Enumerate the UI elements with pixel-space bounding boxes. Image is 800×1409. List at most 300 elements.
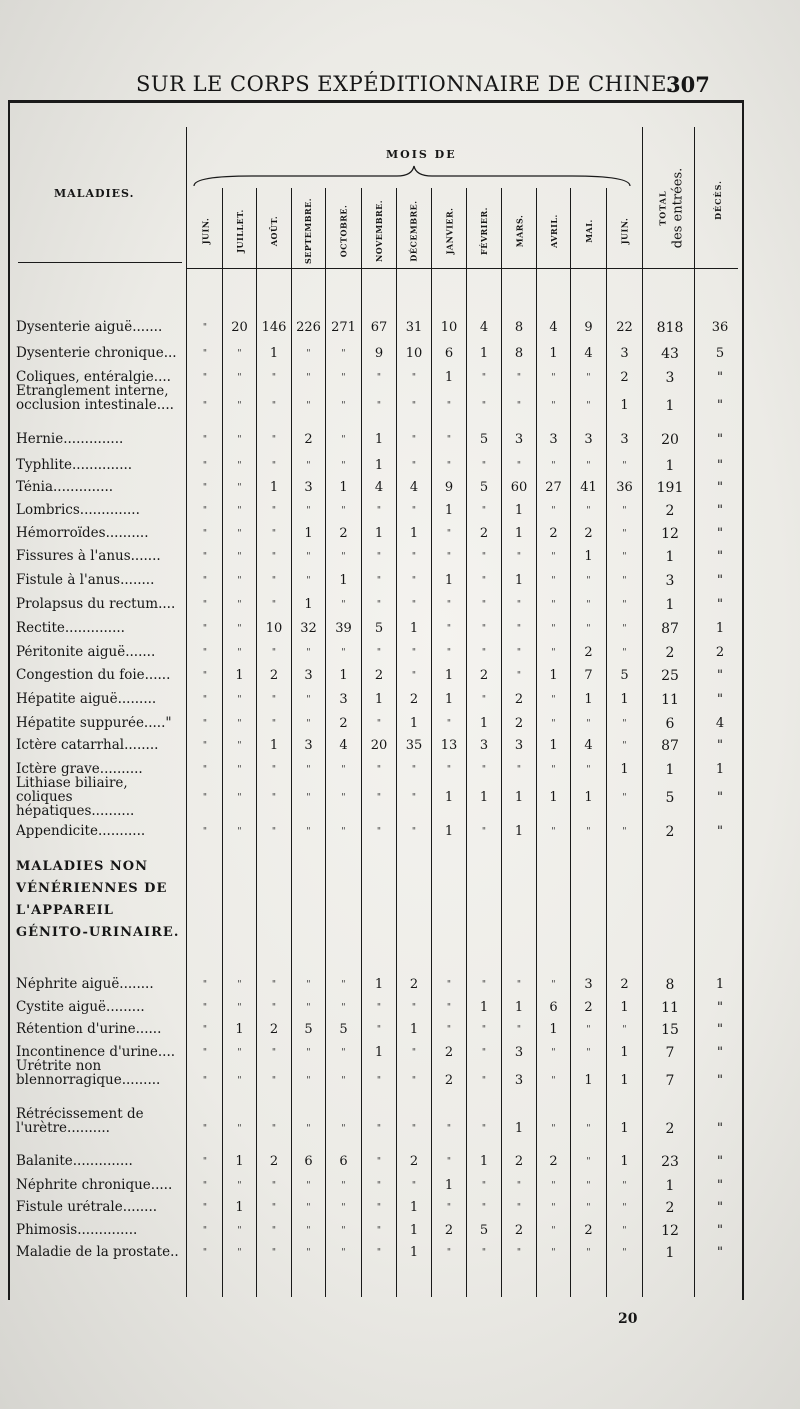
month-count-cell: " — [306, 1203, 311, 1213]
disease-label: Péritonite aiguë....... — [16, 645, 156, 660]
month-count-cell: 1 — [479, 716, 489, 731]
deaths-cell: " — [717, 1223, 723, 1238]
month-count-cell: " — [446, 1248, 452, 1258]
month-count-cell: " — [271, 1076, 277, 1086]
month-header — [607, 195, 642, 267]
month-count-cell: 3 — [514, 1073, 524, 1088]
month-count-cell: " — [622, 552, 627, 562]
month-count-cell: " — [341, 600, 346, 610]
month-count-cell: " — [306, 793, 311, 803]
column-rule — [642, 127, 643, 1297]
month-header-label: JANVIER. — [444, 207, 455, 255]
month-count-cell: " — [202, 1226, 208, 1236]
month-count-cell: " — [446, 600, 452, 610]
month-count-cell: " — [481, 373, 487, 383]
disease-label: Néphrite chronique..... — [16, 1178, 173, 1193]
month-count-cell: 1 — [444, 573, 454, 588]
month-count-cell: 8 — [514, 346, 524, 361]
month-count-cell: " — [411, 1076, 417, 1086]
month-count-cell: " — [586, 719, 591, 729]
month-count-cell: " — [376, 793, 382, 803]
month-count-cell: 2 — [479, 526, 489, 541]
month-count-cell: " — [271, 1124, 277, 1134]
disease-label: Hémorroïdes.......... — [16, 526, 149, 541]
month-count-cell: " — [516, 373, 522, 383]
month-count-cell: " — [202, 576, 208, 586]
month-count-cell: " — [341, 1124, 346, 1134]
month-count-cell: " — [622, 741, 627, 751]
month-count-cell: 3 — [304, 480, 313, 495]
month-count-cell: " — [306, 1076, 311, 1086]
month-count-cell: " — [411, 671, 417, 681]
month-count-cell: " — [481, 765, 487, 775]
month-count-cell: 2 — [444, 1223, 454, 1238]
month-count-cell: " — [516, 1248, 522, 1258]
month-count-cell: 2 — [409, 692, 419, 707]
total-entries-cell: 11 — [661, 692, 679, 708]
month-count-cell: " — [271, 576, 277, 586]
total-entries-cell: 87 — [661, 738, 679, 754]
month-count-cell: " — [586, 576, 591, 586]
month-count-cell: " — [237, 1048, 242, 1058]
month-count-cell: " — [306, 1003, 311, 1013]
month-count-cell: 1 — [235, 668, 244, 683]
month-count-cell: " — [586, 1203, 591, 1213]
month-count-cell: " — [516, 461, 522, 471]
month-count-cell: 10 — [265, 621, 283, 636]
disease-label: Néphrite aiguë........ — [16, 977, 154, 992]
month-count-cell: " — [446, 719, 452, 729]
month-count-cell: " — [271, 695, 277, 705]
month-count-cell: " — [237, 373, 242, 383]
month-count-cell: 22 — [616, 320, 633, 335]
month-count-cell: " — [446, 1025, 452, 1035]
month-count-cell: " — [341, 1203, 346, 1213]
month-count-cell: " — [376, 1124, 382, 1134]
month-count-cell: 1 — [584, 790, 593, 805]
month-count-cell: " — [306, 401, 311, 411]
month-count-cell: 36 — [616, 480, 633, 495]
month-count-cell: " — [481, 980, 487, 990]
month-count-cell: 2 — [514, 692, 524, 707]
disease-label: Dysenterie chronique... — [16, 346, 177, 361]
month-count-cell: 2 — [620, 370, 629, 385]
month-count-cell: 3 — [549, 432, 558, 447]
month-count-cell: " — [481, 600, 487, 610]
month-count-cell: 1 — [620, 1000, 629, 1015]
month-count-cell: " — [411, 435, 417, 445]
month-count-cell: " — [202, 1003, 208, 1013]
month-count-cell: " — [622, 1248, 627, 1258]
month-count-cell: 1 — [514, 1121, 524, 1136]
total-entries-cell: 6 — [665, 716, 675, 732]
month-count-cell: " — [306, 1124, 311, 1134]
month-count-cell: " — [237, 695, 242, 705]
month-count-cell: " — [271, 600, 277, 610]
month-count-cell: 226 — [296, 320, 321, 335]
deaths-cell: 5 — [715, 346, 725, 361]
month-count-cell: " — [341, 1181, 346, 1191]
deaths-cell: " — [717, 1200, 723, 1215]
month-count-cell: 1 — [339, 668, 348, 683]
month-count-cell: " — [516, 765, 522, 775]
month-count-cell: 4 — [374, 480, 384, 495]
month-count-cell: 6 — [339, 1154, 348, 1169]
month-header-label: FÉVRIER. — [479, 207, 489, 255]
month-count-cell: 2 — [339, 526, 348, 541]
month-count-cell: " — [202, 765, 208, 775]
month-count-cell: 1 — [549, 790, 558, 805]
month-count-cell: " — [202, 1157, 208, 1167]
month-count-cell: " — [586, 1124, 591, 1134]
month-count-cell: 1 — [409, 1200, 419, 1215]
month-count-cell: " — [271, 765, 277, 775]
month-count-cell: 1 — [479, 346, 489, 361]
month-count-cell: 1 — [584, 692, 593, 707]
total-entries-cell: 2 — [665, 1121, 675, 1137]
month-count-cell: " — [341, 349, 346, 359]
month-header-label: JUIN. — [619, 217, 630, 245]
month-count-cell: 20 — [370, 738, 388, 753]
month-count-cell: " — [551, 1048, 556, 1058]
month-count-cell: " — [341, 793, 346, 803]
month-count-cell: " — [586, 1181, 591, 1191]
month-count-cell: 1 — [514, 573, 524, 588]
month-count-cell: " — [306, 719, 311, 729]
month-count-cell: 3 — [479, 738, 489, 753]
deaths-cell: " — [717, 692, 723, 707]
month-count-cell: 1 — [514, 824, 524, 839]
month-count-cell: " — [202, 506, 208, 516]
month-count-cell: 1 — [444, 668, 454, 683]
total-entries-cell: 3 — [665, 573, 675, 589]
month-count-cell: 1 — [620, 1121, 629, 1136]
month-count-cell: " — [446, 1203, 452, 1213]
month-count-cell: 27 — [545, 480, 562, 495]
month-count-cell: 1 — [584, 549, 593, 564]
month-count-cell: 1 — [269, 346, 279, 361]
month-count-cell: " — [271, 401, 277, 411]
month-count-cell: " — [202, 1181, 208, 1191]
disease-label: Rétrécissement de l'urètre.......... — [16, 1107, 144, 1135]
month-count-cell: 8 — [514, 320, 524, 335]
month-count-cell: " — [341, 401, 346, 411]
month-count-cell: " — [341, 435, 346, 445]
month-count-cell: 2 — [339, 716, 348, 731]
month-count-cell: " — [237, 1226, 242, 1236]
month-count-cell: " — [202, 793, 208, 803]
month-count-cell: 1 — [549, 668, 558, 683]
month-header — [292, 195, 325, 267]
month-count-cell: " — [376, 1025, 382, 1035]
month-count-cell: " — [586, 461, 591, 471]
month-count-cell: " — [202, 600, 208, 610]
month-count-cell: " — [237, 1003, 242, 1013]
total-entries-cell: 1 — [665, 597, 675, 613]
total-entries-cell: 1 — [665, 549, 675, 565]
total-entries-cell: 2 — [665, 1200, 675, 1216]
month-count-cell: " — [551, 506, 556, 516]
month-count-cell: " — [446, 765, 452, 775]
month-count-cell: " — [341, 1248, 346, 1258]
month-count-cell: 39 — [335, 621, 352, 636]
total-entries-cell: 12 — [661, 1223, 679, 1239]
month-count-cell: " — [341, 1076, 346, 1086]
month-count-cell: " — [306, 506, 311, 516]
month-count-cell: " — [376, 648, 382, 658]
months-group-header: MOIS DE — [386, 148, 457, 161]
disease-label: Prolapsus du rectum.... — [16, 597, 176, 612]
month-count-cell: " — [306, 980, 311, 990]
deaths-cell: " — [717, 1121, 723, 1136]
month-count-cell: " — [202, 529, 208, 539]
month-count-cell: " — [202, 741, 208, 751]
month-count-cell: 5 — [339, 1022, 348, 1037]
month-count-cell: " — [376, 1203, 382, 1213]
month-count-cell: 1 — [479, 1154, 489, 1169]
month-count-cell: " — [237, 435, 242, 445]
month-count-cell: 1 — [479, 790, 489, 805]
month-count-cell: " — [551, 600, 556, 610]
month-count-cell: 2 — [584, 1000, 593, 1015]
month-count-cell: " — [551, 980, 556, 990]
month-count-cell: " — [411, 461, 417, 471]
month-count-cell: " — [376, 1248, 382, 1258]
disease-label: Cystite aiguë......... — [16, 1000, 145, 1015]
month-count-cell: 3 — [514, 1045, 524, 1060]
month-count-cell: 5 — [620, 668, 629, 683]
month-count-cell: 9 — [444, 480, 454, 495]
month-count-cell: " — [516, 552, 522, 562]
deaths-cell: " — [717, 458, 723, 473]
month-count-cell: 2 — [269, 1022, 279, 1037]
month-count-cell: " — [271, 461, 277, 471]
month-count-cell: 2 — [409, 1154, 419, 1169]
month-count-cell: " — [202, 461, 208, 471]
month-count-cell: " — [271, 552, 277, 562]
month-count-cell: " — [622, 793, 627, 803]
month-count-cell: " — [446, 1157, 452, 1167]
month-count-cell: " — [411, 401, 417, 411]
month-count-cell: " — [237, 506, 242, 516]
month-count-cell: " — [341, 1003, 346, 1013]
month-count-cell: " — [481, 461, 487, 471]
header-rule-left — [18, 262, 182, 263]
month-count-cell: " — [271, 1248, 277, 1258]
month-count-cell: " — [411, 827, 417, 837]
month-count-cell: 1 — [514, 1000, 524, 1015]
month-count-cell: " — [376, 373, 382, 383]
month-count-cell: " — [622, 719, 627, 729]
month-count-cell: " — [446, 1124, 452, 1134]
month-count-cell: " — [516, 1203, 522, 1213]
month-count-cell: " — [622, 461, 627, 471]
total-entries-cell: 25 — [661, 668, 679, 684]
disease-label: Rétention d'urine...... — [16, 1022, 162, 1037]
month-count-cell: 6 — [444, 346, 454, 361]
month-count-cell: 9 — [374, 346, 384, 361]
month-count-cell: " — [376, 1076, 382, 1086]
section-title-genito-urinary: MALADIES NON VÉNÉRIENNES DE L'APPAREIL GÉNITO-URINAIRE. — [16, 859, 180, 940]
deaths-cell: " — [717, 370, 723, 385]
month-count-cell: 2 — [514, 1223, 524, 1238]
deaths-cell: " — [717, 1178, 723, 1193]
month-count-cell: " — [376, 765, 382, 775]
month-count-cell: " — [411, 793, 417, 803]
month-count-cell: 2 — [584, 645, 593, 660]
month-count-cell: " — [411, 506, 417, 516]
month-count-cell: " — [622, 1181, 627, 1191]
month-count-cell: " — [586, 600, 591, 610]
deaths-cell: 1 — [715, 977, 725, 992]
deaths-cell: " — [717, 573, 723, 588]
month-count-cell: " — [411, 600, 417, 610]
month-count-cell: " — [237, 461, 242, 471]
month-count-cell: 2 — [444, 1073, 454, 1088]
month-count-cell: " — [551, 719, 556, 729]
month-count-cell: " — [481, 695, 487, 705]
month-count-cell: " — [551, 624, 556, 634]
month-count-cell: " — [202, 401, 208, 411]
month-count-cell: " — [202, 1203, 208, 1213]
month-count-cell: 5 — [479, 480, 489, 495]
total-entries-cell: 23 — [661, 1154, 679, 1170]
month-count-cell: " — [516, 600, 522, 610]
month-count-cell: 13 — [440, 738, 458, 753]
month-count-cell: 4 — [479, 320, 489, 335]
month-count-cell: " — [551, 1076, 556, 1086]
month-header — [537, 195, 570, 267]
month-count-cell: " — [411, 1003, 417, 1013]
month-count-cell: " — [237, 793, 242, 803]
month-count-cell: " — [202, 1248, 208, 1258]
month-count-cell: " — [622, 600, 627, 610]
deaths-cell: 36 — [711, 320, 729, 335]
month-count-cell: " — [306, 461, 311, 471]
month-count-cell: " — [306, 765, 311, 775]
month-count-cell: 1 — [374, 977, 384, 992]
total-entries-cell: 20 — [661, 432, 679, 448]
month-count-cell: " — [376, 506, 382, 516]
month-count-cell: " — [237, 980, 242, 990]
month-count-cell: " — [271, 529, 277, 539]
month-count-cell: " — [237, 483, 242, 493]
month-count-cell: " — [341, 506, 346, 516]
month-count-cell: 1 — [235, 1200, 244, 1215]
month-count-cell: " — [341, 373, 346, 383]
deaths-cell: " — [717, 738, 723, 753]
month-count-cell: " — [202, 552, 208, 562]
total-entries-cell: 12 — [661, 526, 679, 542]
month-count-cell: " — [551, 1226, 556, 1236]
month-count-cell: " — [202, 980, 208, 990]
month-count-cell: " — [237, 1248, 242, 1258]
month-count-cell: " — [306, 1248, 311, 1258]
total-entries-cell: 1 — [665, 1245, 675, 1261]
month-header-label: OCTOBRE. — [338, 204, 349, 258]
month-count-cell: " — [446, 529, 452, 539]
month-count-cell: " — [481, 576, 487, 586]
disease-label: Rectite.............. — [16, 621, 125, 636]
month-count-cell: " — [446, 552, 452, 562]
month-count-cell: " — [271, 827, 277, 837]
month-count-cell: " — [376, 827, 382, 837]
month-count-cell: " — [411, 648, 417, 658]
month-count-cell: " — [551, 373, 556, 383]
month-count-cell: " — [376, 600, 382, 610]
month-count-cell: 271 — [331, 320, 356, 335]
month-count-cell: 4 — [584, 346, 593, 361]
month-count-cell: " — [306, 349, 311, 359]
deaths-cell: " — [717, 1022, 723, 1037]
total-entries-cell: 87 — [661, 621, 679, 637]
deaths-cell: " — [717, 1045, 723, 1060]
month-count-cell: " — [306, 552, 311, 562]
deaths-cell: " — [717, 526, 723, 541]
month-count-cell: " — [341, 980, 346, 990]
month-count-cell: 3 — [584, 432, 593, 447]
month-count-cell: 4 — [549, 320, 558, 335]
month-count-cell: " — [202, 1025, 208, 1035]
month-count-cell: 1 — [269, 480, 279, 495]
total-entries-cell: 11 — [661, 1000, 679, 1016]
deaths-cell: " — [717, 597, 723, 612]
month-count-cell: 1 — [409, 1022, 419, 1037]
deaths-cell: " — [717, 1073, 723, 1088]
month-count-cell: " — [202, 1048, 208, 1058]
month-count-cell: 2 — [584, 1223, 593, 1238]
month-count-cell: " — [271, 1226, 277, 1236]
month-count-cell: " — [446, 980, 452, 990]
month-count-cell: 1 — [374, 432, 384, 447]
month-count-cell: " — [481, 624, 487, 634]
month-count-cell: " — [516, 671, 522, 681]
month-count-cell: " — [237, 401, 242, 411]
month-count-cell: " — [586, 506, 591, 516]
month-count-cell: 1 — [620, 692, 629, 707]
total-entries-cell: 1 — [665, 398, 675, 414]
month-header — [326, 195, 361, 267]
total-header-line2: des entrées. — [670, 167, 686, 248]
month-count-cell: 2 — [620, 977, 629, 992]
month-count-cell: 60 — [510, 480, 528, 495]
month-count-cell: " — [341, 1226, 346, 1236]
month-count-cell: 2 — [584, 526, 593, 541]
month-count-cell: 3 — [514, 432, 524, 447]
disease-label: Coliques, entéralgie.... — [16, 370, 171, 385]
month-count-cell: 2 — [409, 977, 419, 992]
month-count-cell: " — [202, 483, 208, 493]
month-count-cell: " — [411, 1048, 417, 1058]
month-count-cell: 10 — [440, 320, 458, 335]
month-count-cell: " — [586, 765, 591, 775]
total-entries-cell: 7 — [665, 1045, 675, 1061]
total-entries-cell: 43 — [661, 346, 679, 362]
month-count-cell: 146 — [261, 320, 287, 335]
disease-label: Typhlite.............. — [16, 458, 133, 473]
deaths-cell: " — [717, 668, 723, 683]
disease-label: Appendicite........... — [16, 824, 146, 839]
month-count-cell: " — [237, 648, 242, 658]
month-count-cell: " — [271, 1181, 277, 1191]
month-count-cell: " — [202, 323, 208, 333]
disease-label: Phimosis.............. — [16, 1223, 138, 1238]
month-count-cell: " — [551, 401, 556, 411]
month-count-cell: 67 — [370, 320, 388, 335]
deaths-cell: " — [717, 503, 723, 518]
disease-label: Fistule à l'anus........ — [16, 573, 155, 588]
month-count-cell: " — [622, 576, 627, 586]
